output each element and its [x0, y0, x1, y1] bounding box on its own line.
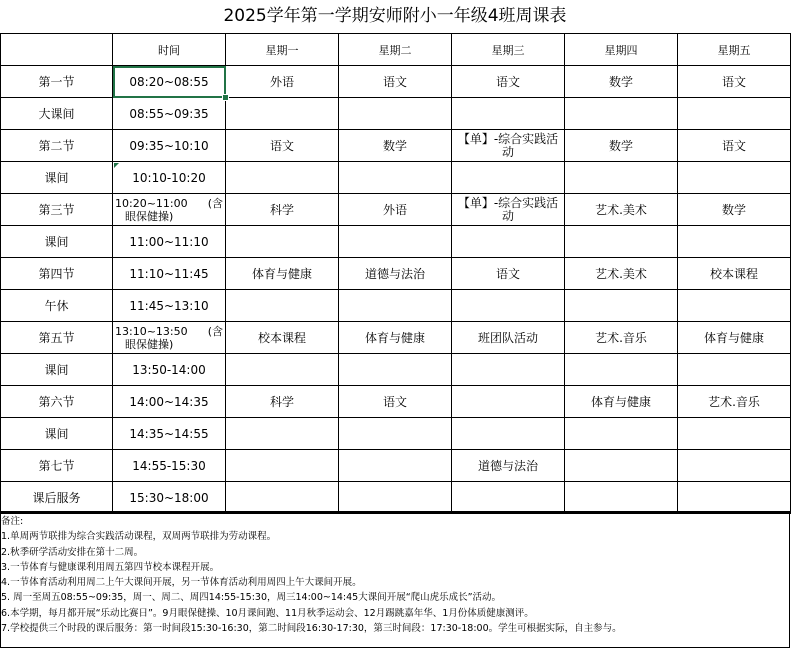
note-line: 3.一节体育与健康课利用周五第四节校本课程开展。 — [1, 561, 220, 573]
header-day-wednesday[interactable]: 星期三 — [452, 34, 565, 66]
comment-indicator-icon — [114, 163, 119, 168]
subject-cell[interactable] — [226, 290, 339, 322]
subject-cell[interactable] — [565, 418, 678, 450]
note-line: 2.秋季研学活动安排在第十二周。 — [1, 546, 144, 558]
subject-cell[interactable]: 语文 — [226, 130, 339, 162]
period-label-cell[interactable]: 课后服务 — [1, 482, 113, 514]
table-row — [1, 322, 791, 354]
page-title[interactable]: 2025学年第一学期安师附小一年级4班周课表 — [223, 6, 567, 26]
table-row — [1, 162, 791, 194]
time-line-top — [115, 325, 223, 338]
header-time-cell[interactable]: 时间 — [113, 34, 226, 66]
period-time-cell[interactable] — [113, 194, 226, 226]
table-row — [1, 354, 791, 386]
header-day-monday[interactable]: 星期一 — [226, 34, 339, 66]
subject-cell[interactable] — [452, 226, 565, 258]
subject-cell[interactable] — [226, 482, 339, 514]
table-row — [1, 194, 791, 226]
time-multiline — [115, 197, 223, 223]
subject-cell[interactable]: 艺术.音乐 — [678, 386, 791, 418]
note-line: 7.学校提供三个时段的课后服务：第一时间段15:30-16:30，第二时间段16:30-17:30，第三时间段：17:30-18:00。学生可根据实际，自主参与。 — [1, 623, 622, 635]
subject-cell[interactable]: 语文 — [678, 130, 791, 162]
subject-cell[interactable] — [565, 354, 678, 386]
subject-cell[interactable] — [226, 418, 339, 450]
subject-cell[interactable]: 体育与健康 — [339, 322, 452, 354]
subject-cell[interactable] — [339, 482, 452, 514]
subject-cell[interactable] — [565, 482, 678, 514]
table-row — [1, 226, 791, 258]
time-range: 13:10~13:50 — [115, 324, 188, 338]
subject-cell[interactable] — [678, 226, 791, 258]
subject-cell[interactable]: 语文 — [678, 66, 791, 98]
header-blank-cell[interactable] — [1, 34, 113, 66]
period-time-cell[interactable]: 13:50-14:00 — [113, 354, 226, 386]
subject-cell[interactable] — [452, 386, 565, 418]
subject-cell[interactable] — [678, 98, 791, 130]
subject-cell[interactable] — [452, 98, 565, 130]
subject-cell[interactable] — [226, 162, 339, 194]
subject-cell[interactable]: 数学 — [565, 130, 678, 162]
subject-cell[interactable]: 校本课程 — [226, 322, 339, 354]
table-row — [1, 66, 791, 98]
subject-cell[interactable]: 艺术.美术 — [565, 194, 678, 226]
period-time-cell[interactable]: 15:30~18:00 — [113, 482, 226, 514]
subject-cell[interactable] — [452, 290, 565, 322]
subject-cell[interactable]: 科学 — [226, 386, 339, 418]
subject-cell[interactable] — [339, 418, 452, 450]
header-day-tuesday[interactable]: 星期二 — [339, 34, 452, 66]
period-time-cell[interactable]: 14:35~14:55 — [113, 418, 226, 450]
period-label-cell[interactable]: 大课间 — [1, 98, 113, 130]
table-row — [1, 386, 791, 418]
time-line-top — [115, 197, 223, 210]
period-label-cell[interactable]: 第五节 — [1, 322, 113, 354]
subject-cell[interactable] — [339, 450, 452, 482]
period-time-cell[interactable]: 09:35~10:10 — [113, 130, 226, 162]
subject-cell[interactable]: 语文 — [339, 386, 452, 418]
subject-cell[interactable]: 数学 — [565, 66, 678, 98]
subject-cell[interactable] — [678, 290, 791, 322]
time-note-open: (含 — [207, 324, 223, 338]
time-note-close: 眼保健操) — [125, 337, 174, 351]
subject-cell[interactable]: 体育与健康 — [678, 322, 791, 354]
subject-cell[interactable] — [678, 450, 791, 482]
subject-cell[interactable] — [678, 162, 791, 194]
period-time-cell[interactable]: 14:00~14:35 — [113, 386, 226, 418]
period-label-cell[interactable]: 第三节 — [1, 194, 113, 226]
subject-cell[interactable]: 体育与健康 — [226, 258, 339, 290]
period-label-cell[interactable]: 第一节 — [1, 66, 113, 98]
subject-cell[interactable]: 艺术.美术 — [565, 258, 678, 290]
subject-cell[interactable]: 校本课程 — [678, 258, 791, 290]
period-label-cell[interactable]: 第七节 — [1, 450, 113, 482]
table-row — [1, 130, 791, 162]
subject-cell[interactable] — [226, 450, 339, 482]
time-multiline — [115, 325, 223, 351]
subject-cell[interactable]: 语文 — [339, 66, 452, 98]
subject-cell[interactable]: 道德与法治 — [339, 258, 452, 290]
subject-cell[interactable]: 语文 — [452, 66, 565, 98]
note-line: 4.一节体育活动利用周二上午大课间开展，另一节体育活动利用周四上午大课间开展。 — [1, 577, 362, 589]
note-line: 6.本学期，每月都开展“乐动比赛日”。9月眼保健操、10月课间跑、11月秋季运动会、12月踢跳嘉年华、1月份体质健康测评。 — [1, 607, 534, 619]
subject-cell[interactable] — [565, 226, 678, 258]
period-time-cell[interactable]: 11:10~11:45 — [113, 258, 226, 290]
time-note-open: (含 — [207, 196, 223, 210]
subject-cell[interactable]: 【单】-综合实践活动 — [452, 194, 565, 226]
subject-cell[interactable] — [339, 162, 452, 194]
subject-cell[interactable] — [226, 354, 339, 386]
subject-cell[interactable]: 体育与健康 — [565, 386, 678, 418]
period-time-cell[interactable]: 11:45~13:10 — [113, 290, 226, 322]
notes-heading: 备注: — [1, 516, 24, 527]
period-label-cell[interactable]: 第四节 — [1, 258, 113, 290]
header-day-friday[interactable]: 星期五 — [678, 34, 791, 66]
period-label-cell[interactable]: 第二节 — [1, 130, 113, 162]
subject-cell[interactable] — [565, 290, 678, 322]
period-label-cell[interactable]: 课间 — [1, 354, 113, 386]
subject-cell[interactable] — [226, 226, 339, 258]
subject-cell[interactable]: 数学 — [339, 130, 452, 162]
subject-cell[interactable] — [339, 354, 452, 386]
period-label-cell[interactable]: 午休 — [1, 290, 113, 322]
subject-cell[interactable] — [339, 98, 452, 130]
subject-cell[interactable]: 艺术.音乐 — [565, 322, 678, 354]
subject-cell[interactable] — [452, 482, 565, 514]
notes-panel[interactable] — [0, 511, 790, 648]
header-day-thursday[interactable]: 星期四 — [565, 34, 678, 66]
period-time-cell[interactable]: 08:55~09:35 — [113, 98, 226, 130]
table-row — [1, 482, 791, 514]
period-label-cell[interactable]: 课间 — [1, 162, 113, 194]
table-row — [1, 258, 791, 290]
table-row — [1, 98, 791, 130]
selection-fill-handle[interactable] — [222, 94, 229, 101]
subject-cell[interactable] — [565, 98, 678, 130]
subject-cell[interactable] — [226, 98, 339, 130]
period-time-cell[interactable]: 11:00~11:10 — [113, 226, 226, 258]
subject-cell[interactable]: 道德与法治 — [452, 450, 565, 482]
subject-cell[interactable] — [339, 290, 452, 322]
period-label-cell[interactable]: 课间 — [1, 226, 113, 258]
subject-cell[interactable]: 【单】-综合实践活动 — [452, 130, 565, 162]
header-row — [1, 34, 791, 66]
note-line: 5. 周一至周五08:55~09:35，周一、周二、周四14:55-15:30，周三14:00~14:45大课间开展“爬山虎乐成长”活动。 — [1, 592, 502, 604]
subject-cell[interactable] — [565, 162, 678, 194]
table-row — [1, 418, 791, 450]
subject-cell[interactable] — [339, 226, 452, 258]
time-note-close: 眼保健操) — [125, 209, 174, 223]
subject-cell[interactable]: 数学 — [678, 194, 791, 226]
subject-cell[interactable] — [678, 482, 791, 514]
timetable-grid — [0, 33, 791, 514]
time-range: 10:20~11:00 — [115, 196, 188, 210]
period-time-cell[interactable]: 08:20~08:55 — [113, 66, 226, 98]
subject-cell[interactable]: 班团队活动 — [452, 322, 565, 354]
subject-cell[interactable] — [452, 162, 565, 194]
period-label-cell[interactable]: 课间 — [1, 418, 113, 450]
table-row — [1, 450, 791, 482]
period-time-cell[interactable]: 10:10-10:20 — [113, 162, 226, 194]
subject-cell[interactable] — [678, 418, 791, 450]
subject-cell[interactable] — [452, 354, 565, 386]
period-label-cell[interactable]: 第六节 — [1, 386, 113, 418]
subject-cell[interactable] — [565, 450, 678, 482]
period-time-cell[interactable] — [113, 322, 226, 354]
table-row — [1, 290, 791, 322]
subject-cell[interactable]: 外语 — [339, 194, 452, 226]
subject-cell[interactable]: 外语 — [226, 66, 339, 98]
subject-cell[interactable] — [452, 418, 565, 450]
period-time-cell[interactable]: 14:55-15:30 — [113, 450, 226, 482]
subject-cell[interactable] — [678, 354, 791, 386]
note-line: 1.单周两节联排为综合实践活动课程，双周两节联排为劳动课程。 — [1, 531, 277, 543]
subject-cell[interactable]: 科学 — [226, 194, 339, 226]
subject-cell[interactable]: 语文 — [452, 258, 565, 290]
